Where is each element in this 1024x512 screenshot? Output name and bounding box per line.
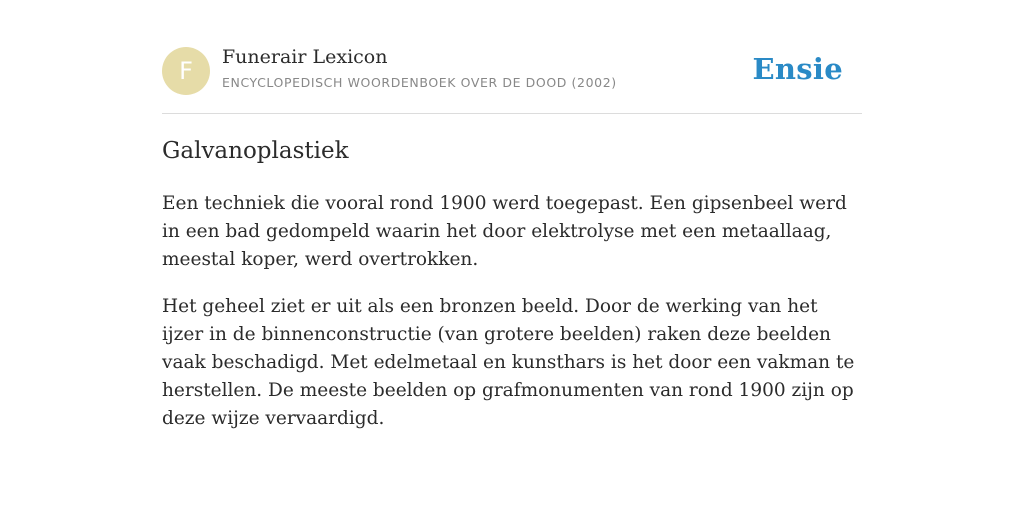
source-avatar[interactable]: F [162,47,210,95]
dictionary-page [162,0,862,429]
source-subtitle: ENCYCLOPEDISCH WOORDENBOEK OVER DE DOOD (2002) [222,75,617,90]
entry-paragraph: Het geheel ziet er uit als een bronzen beeld. Door de werking van het ijzer in de binnenconstructie (van grotere beelden) raken deze beelden vaak beschadigd. Met edelmetaal en kunsthars is het door een vakman te herstellen. De meeste beelden op grafmonumenten van rond 1900 zijn op deze wijze vervaardigd. [162,296,855,429]
source-title[interactable]: Funerair Lexicon [222,46,388,68]
entry-paragraph: Een techniek die vooral rond 1900 werd toegepast. Een gipsenbeel werd in een bad gedompeld waarin het door elektrolyse met een metaallaag, meestal koper, werd overtrokken. [162,193,847,270]
entry-title: Galvanoplastiek [162,138,349,164]
ensie-logo[interactable]: Ensie [752,52,843,86]
source-header [162,0,862,114]
